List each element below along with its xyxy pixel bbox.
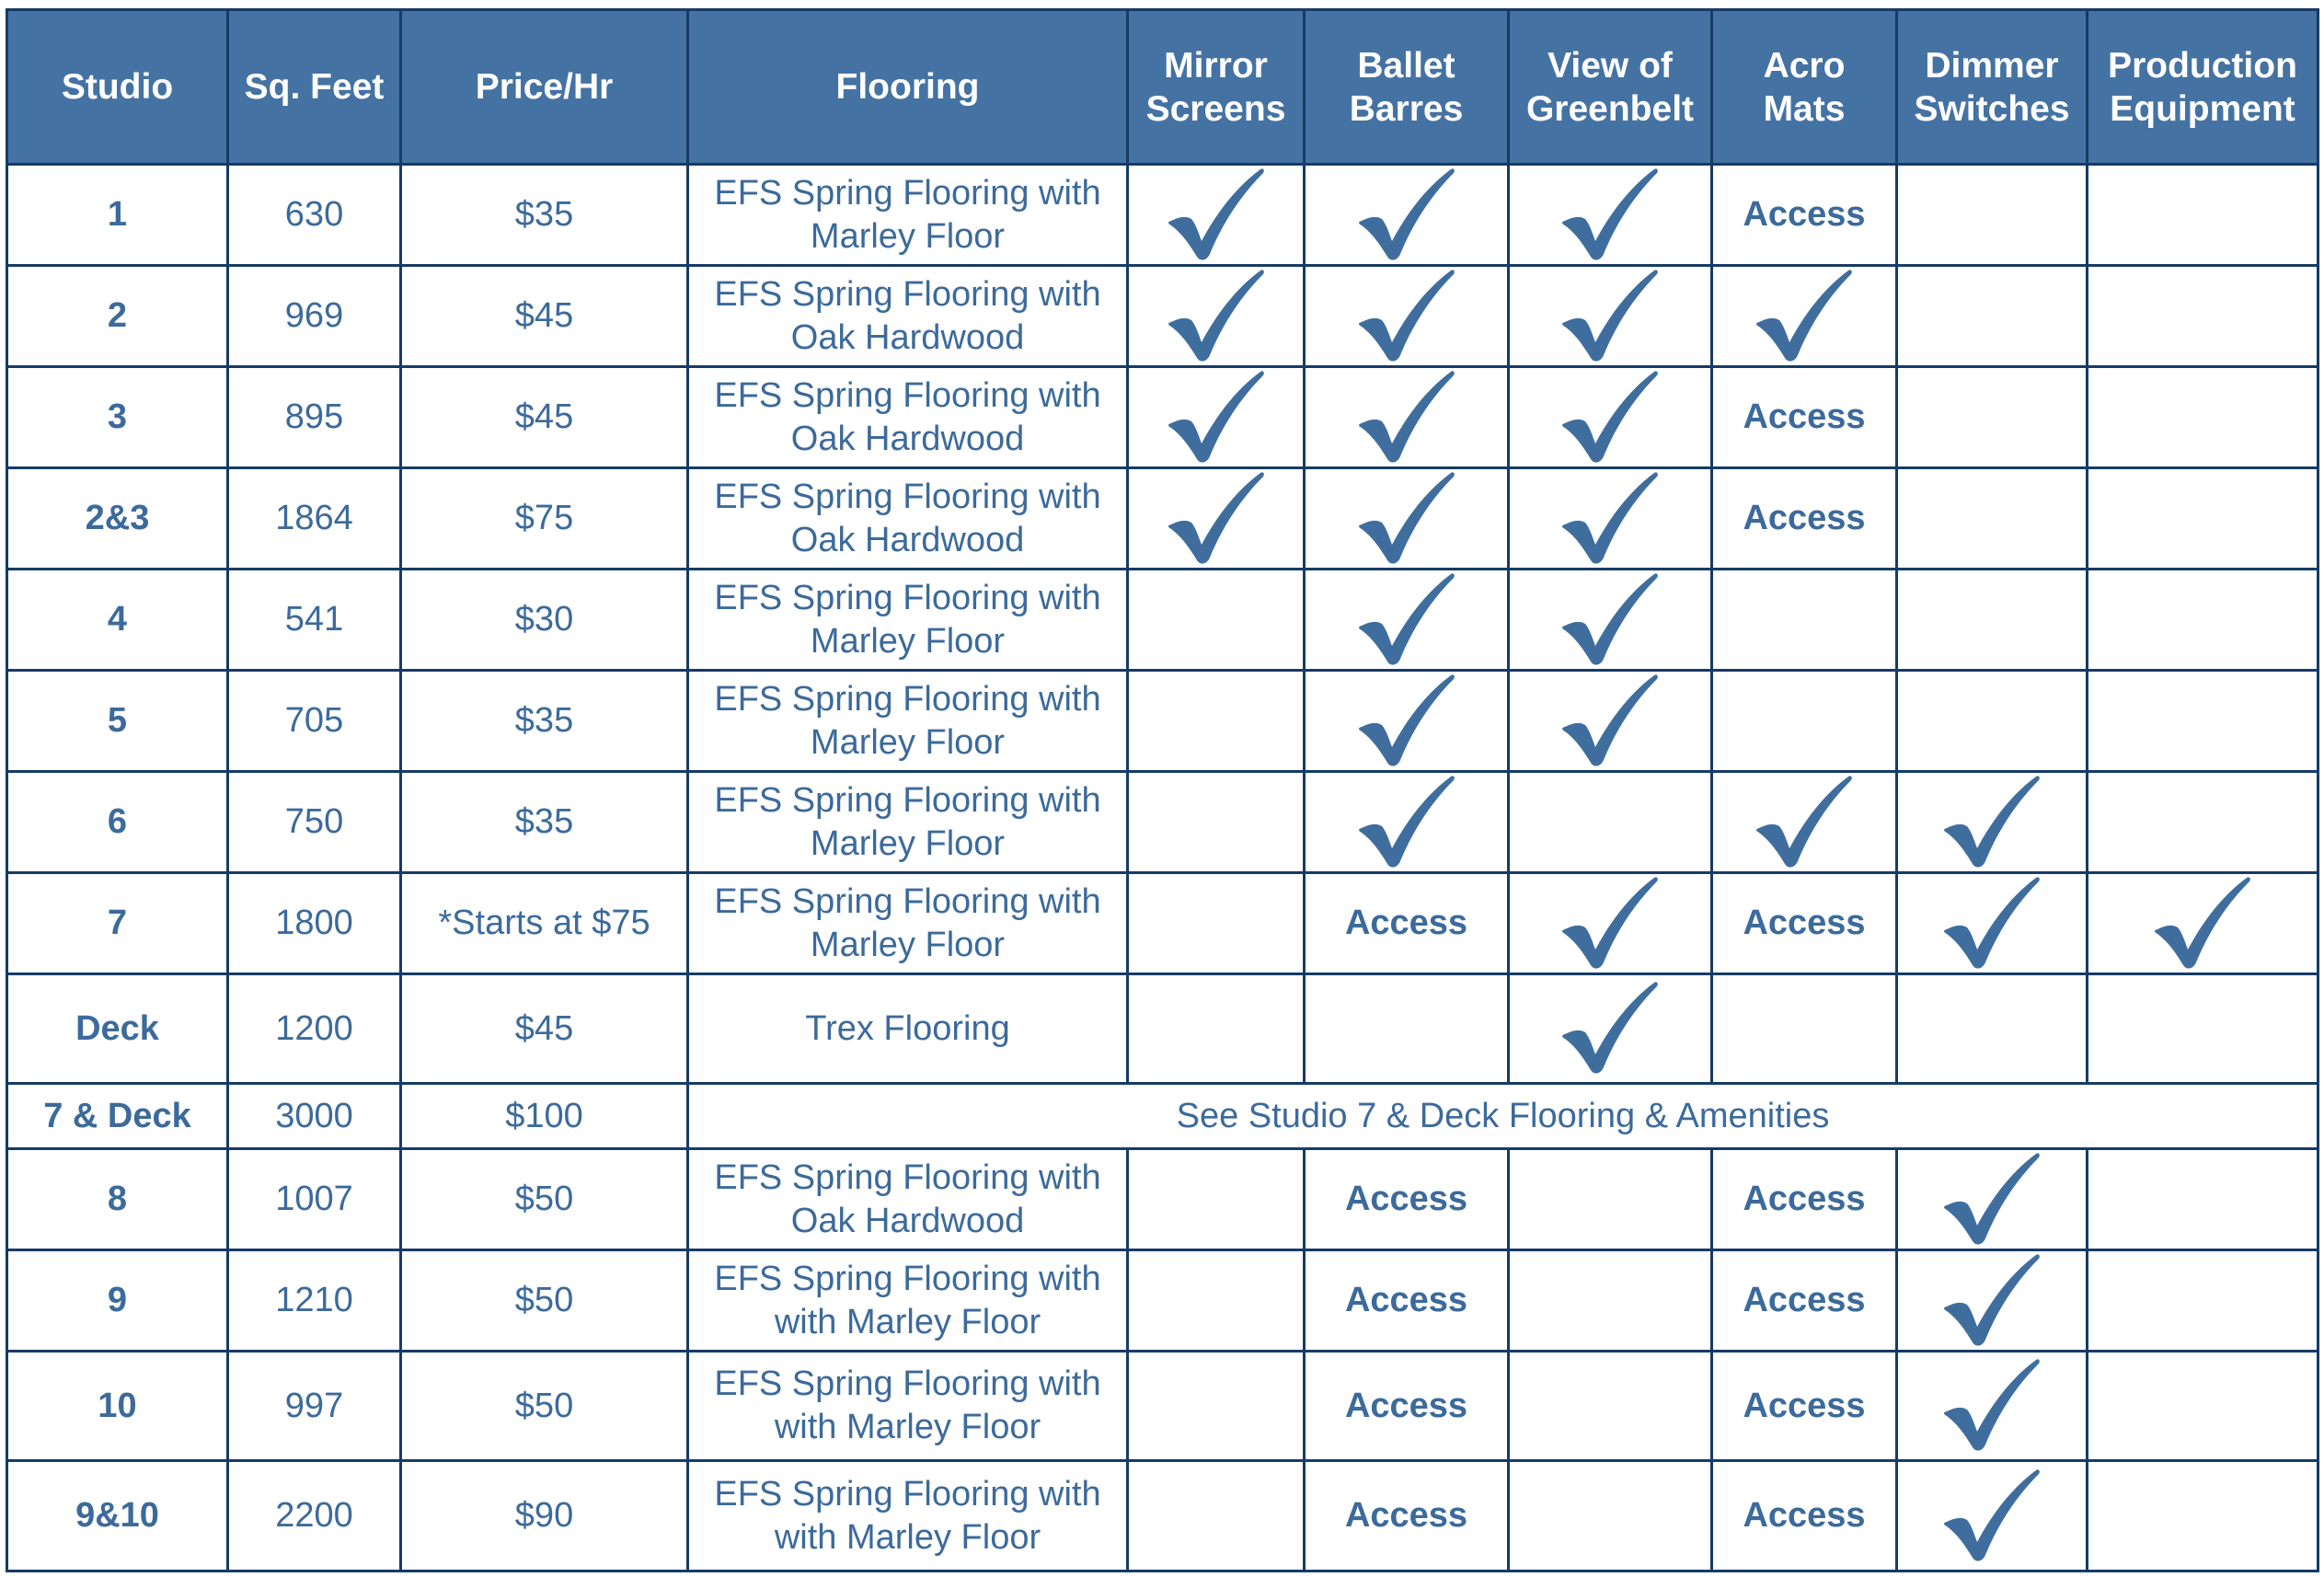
header-acro-mats: Acro Mats [1712,10,1897,165]
table-row [7,671,2318,772]
dimmer-switches-cell [1897,1352,2088,1461]
sq-feet-cell: 750 [228,772,401,873]
checkmark-icon [1559,269,1661,364]
sq-feet-cell: 3000 [228,1084,401,1149]
access-label: Access [1344,904,1468,942]
mirror-screens-cell [1128,873,1305,974]
view-of-greenbelt-cell [1509,165,1712,266]
dimmer-switches-cell [1897,367,2088,468]
production-equipment-cell [2088,266,2318,367]
flooring-line-1: EFS Spring Flooring with [714,578,1101,617]
flooring-line-2: with Marley Floor [774,1517,1041,1557]
mirror-screens-cell [1128,1250,1305,1352]
studio-cell: 4 [7,570,228,671]
mirror-screens-cell [1128,1149,1305,1250]
studio-cell: 7 & Deck [7,1084,228,1149]
checkmark-icon [1166,269,1267,364]
price-cell: $90 [401,1461,688,1571]
sq-feet-cell: 2200 [228,1461,401,1571]
access-label: Access [1344,1180,1468,1218]
mirror-screens-cell [1128,1461,1305,1571]
acro-mats-cell [1712,772,1897,873]
flooring-line-1: EFS Spring Flooring with [714,477,1101,516]
price-cell: $45 [401,974,688,1084]
price-cell: $50 [401,1250,688,1352]
checkmark-icon [1559,370,1661,466]
flooring-cell [688,1250,1128,1352]
flooring-cell [688,1149,1128,1250]
production-equipment-cell [2088,873,2318,974]
flooring-cell [688,974,1128,1084]
flooring-line-1: EFS Spring Flooring with [714,1157,1101,1197]
studio-cell: 2 [7,266,228,367]
sq-feet-cell: 1800 [228,873,401,974]
view-of-greenbelt-cell [1509,570,1712,671]
mirror-screens-cell [1128,468,1305,570]
production-equipment-cell [2088,367,2318,468]
ballet-barres-cell [1305,1461,1509,1571]
studio-cell: 9 [7,1250,228,1352]
access-label: Access [1743,1180,1866,1218]
checkmark-icon [1356,269,1457,364]
checkmark-icon [1941,1358,2042,1454]
flooring-line-2: Oak Hardwood [790,1201,1025,1240]
sq-feet-cell: 1007 [228,1149,401,1250]
table-row [7,266,2318,367]
flooring-line-1: EFS Spring Flooring with [714,274,1101,314]
view-of-greenbelt-cell [1509,772,1712,873]
ballet-barres-cell [1305,266,1509,367]
view-of-greenbelt-cell [1509,1352,1712,1461]
ballet-barres-cell [1305,772,1509,873]
dimmer-switches-cell [1897,1149,2088,1250]
studio-cell: 10 [7,1352,228,1461]
access-label: Access [1743,1386,1866,1425]
studio-cell: 7 [7,873,228,974]
checkmark-icon [1559,876,1661,972]
view-of-greenbelt-cell [1509,1461,1712,1571]
view-of-greenbelt-cell [1509,367,1712,468]
table-row [7,772,2318,873]
header-ballet-barres: Ballet Barres [1305,10,1509,165]
studio-cell: 3 [7,367,228,468]
header-studio: Studio [7,10,228,165]
flooring-cell [688,873,1128,974]
ballet-barres-cell [1305,671,1509,772]
table-row [7,1352,2318,1461]
price-cell: $45 [401,367,688,468]
header-dimmer-switches: Dimmer Switches [1897,10,2088,165]
table-row [7,570,2318,671]
view-of-greenbelt-cell [1509,468,1712,570]
flooring-cell [688,266,1128,367]
checkmark-icon [1559,572,1661,668]
flooring-line-1: EFS Spring Flooring with [714,1259,1101,1298]
ballet-barres-cell [1305,873,1509,974]
flooring-cell [688,468,1128,570]
flooring-cell [688,165,1128,266]
checkmark-icon [1941,1253,2042,1349]
price-cell: $30 [401,570,688,671]
acro-mats-cell [1712,165,1897,266]
table-body [7,165,2318,1571]
acro-mats-cell [1712,367,1897,468]
mirror-screens-cell [1128,570,1305,671]
dimmer-switches-cell [1897,570,2088,671]
mirror-screens-cell [1128,165,1305,266]
sq-feet-cell: 895 [228,367,401,468]
ballet-barres-cell [1305,1352,1509,1461]
header-mirror-screens: Mirror Screens [1128,10,1305,165]
price-cell: $100 [401,1084,688,1149]
sq-feet-cell: 630 [228,165,401,266]
checkmark-icon [1559,167,1661,263]
acro-mats-cell [1712,570,1897,671]
mirror-screens-cell [1128,367,1305,468]
flooring-line-1: EFS Spring Flooring with [714,1364,1101,1403]
flooring-line-2: Oak Hardwood [790,419,1025,458]
checkmark-icon [1356,167,1457,263]
table-row [7,873,2318,974]
flooring-cell [688,1461,1128,1571]
flooring-line-2: Marley Floor [810,621,1006,661]
sq-feet-cell: 541 [228,570,401,671]
sq-feet-cell: 1210 [228,1250,401,1352]
checkmark-icon [1356,370,1457,466]
flooring-cell [688,772,1128,873]
access-label: Access [1743,397,1866,436]
access-label: Access [1743,1496,1866,1535]
flooring-line-2: Oak Hardwood [790,520,1025,559]
flooring-line-2: with Marley Floor [774,1302,1041,1341]
production-equipment-cell [2088,1250,2318,1352]
price-cell: $50 [401,1352,688,1461]
flooring-line-1: EFS Spring Flooring with [714,881,1101,921]
access-label: Access [1743,1281,1866,1319]
studio-cell: 1 [7,165,228,266]
flooring-line-1: EFS Spring Flooring with [714,679,1101,719]
flooring-cell [688,1352,1128,1461]
mirror-screens-cell [1128,671,1305,772]
checkmark-icon [1166,471,1267,567]
acro-mats-cell [1712,671,1897,772]
acro-mats-cell [1712,1352,1897,1461]
sq-feet-cell: 705 [228,671,401,772]
flooring-line-2: with Marley Floor [774,1408,1041,1446]
studio-cell: 5 [7,671,228,772]
studio-cell: 6 [7,772,228,873]
table-row [7,468,2318,570]
flooring-line-1: EFS Spring Flooring with [714,780,1101,820]
checkmark-icon [1559,471,1661,567]
price-cell: $35 [401,772,688,873]
checkmark-icon [1941,876,2042,972]
flooring-line-1: EFS Spring Flooring with [714,375,1101,415]
checkmark-icon [1941,775,2042,870]
ballet-barres-cell [1305,1250,1509,1352]
flooring-line-2: Marley Floor [810,216,1006,256]
checkmark-icon [1941,1468,2042,1564]
acro-mats-cell [1712,266,1897,367]
sq-feet-cell: 1864 [228,468,401,570]
production-equipment-cell [2088,468,2318,570]
combined-note-cell: See Studio 7 & Deck Flooring & Amenities [688,1084,2318,1149]
checkmark-icon [1166,167,1267,263]
header-production-equipment: Production Equipment [2088,10,2318,165]
access-label: Access [1344,1281,1468,1319]
flooring-line-1: EFS Spring Flooring with [714,1474,1101,1514]
production-equipment-cell [2088,165,2318,266]
table-row [7,1084,2318,1149]
flooring-line-2: Marley Floor [810,823,1006,863]
flooring-cell [688,570,1128,671]
studio-cell: 8 [7,1149,228,1250]
checkmark-icon [1754,269,1855,364]
ballet-barres-cell [1305,367,1509,468]
ballet-barres-cell [1305,570,1509,671]
production-equipment-cell [2088,974,2318,1084]
view-of-greenbelt-cell [1509,671,1712,772]
studio-cell: 9&10 [7,1461,228,1571]
header-sq-feet: Sq. Feet [228,10,401,165]
studio-cell: 2&3 [7,468,228,570]
dimmer-switches-cell [1897,974,2088,1084]
view-of-greenbelt-cell [1509,1149,1712,1250]
checkmark-icon [1941,1152,2042,1248]
production-equipment-cell [2088,570,2318,671]
acro-mats-cell [1712,468,1897,570]
view-of-greenbelt-cell [1509,873,1712,974]
dimmer-switches-cell [1897,468,2088,570]
checkmark-icon [1754,775,1855,870]
mirror-screens-cell [1128,1352,1305,1461]
acro-mats-cell [1712,1250,1897,1352]
mirror-screens-cell [1128,974,1305,1084]
access-label: Access [1743,195,1866,234]
ballet-barres-cell [1305,165,1509,266]
flooring-line-2: Marley Floor [810,722,1006,762]
dimmer-switches-cell [1897,266,2088,367]
production-equipment-cell [2088,1352,2318,1461]
price-cell: $50 [401,1149,688,1250]
dimmer-switches-cell [1897,1461,2088,1571]
checkmark-icon [1356,471,1457,567]
header-flooring: Flooring [688,10,1128,165]
flooring-line-2: Oak Hardwood [790,317,1025,357]
access-label: Access [1743,904,1866,942]
studio-cell: Deck [7,974,228,1084]
flooring-line-2: Marley Floor [810,925,1006,964]
production-equipment-cell [2088,1461,2318,1571]
table-row [7,367,2318,468]
table-row [7,974,2318,1084]
price-cell: $35 [401,671,688,772]
flooring-line-1: EFS Spring Flooring with [714,173,1101,213]
dimmer-switches-cell [1897,772,2088,873]
ballet-barres-cell [1305,1149,1509,1250]
checkmark-icon [2152,876,2253,972]
checkmark-icon [1356,673,1457,769]
table-row [7,1461,2318,1571]
price-cell: $45 [401,266,688,367]
table-row [7,165,2318,266]
sq-feet-cell: 1200 [228,974,401,1084]
ballet-barres-cell [1305,468,1509,570]
dimmer-switches-cell [1897,165,2088,266]
flooring-cell [688,367,1128,468]
acro-mats-cell [1712,1461,1897,1571]
checkmark-icon [1559,673,1661,769]
production-equipment-cell [2088,671,2318,772]
dimmer-switches-cell [1897,873,2088,974]
view-of-greenbelt-cell [1509,974,1712,1084]
price-cell: $75 [401,468,688,570]
studio-amenities-table [6,8,2319,1572]
production-equipment-cell [2088,1149,2318,1250]
price-cell: *Starts at $75 [401,873,688,974]
header-row [7,10,2318,165]
mirror-screens-cell [1128,266,1305,367]
sq-feet-cell: 997 [228,1352,401,1461]
sq-feet-cell: 969 [228,266,401,367]
access-label: Access [1344,1496,1468,1535]
view-of-greenbelt-cell [1509,266,1712,367]
access-label: Access [1344,1386,1468,1425]
access-label: Access [1743,499,1866,537]
checkmark-icon [1559,981,1661,1076]
ballet-barres-cell [1305,974,1509,1084]
acro-mats-cell [1712,1149,1897,1250]
header-view-of-greenbelt: View of Greenbelt [1509,10,1712,165]
flooring-cell [688,671,1128,772]
table-row [7,1149,2318,1250]
acro-mats-cell [1712,873,1897,974]
dimmer-switches-cell [1897,671,2088,772]
checkmark-icon [1356,775,1457,870]
flooring-line-1: Trex Flooring [805,1008,1010,1048]
header-price: Price/Hr [401,10,688,165]
checkmark-icon [1166,370,1267,466]
mirror-screens-cell [1128,772,1305,873]
checkmark-icon [1356,572,1457,668]
table-row [7,1250,2318,1352]
view-of-greenbelt-cell [1509,1250,1712,1352]
price-cell: $35 [401,165,688,266]
production-equipment-cell [2088,772,2318,873]
acro-mats-cell [1712,974,1897,1084]
dimmer-switches-cell [1897,1250,2088,1352]
